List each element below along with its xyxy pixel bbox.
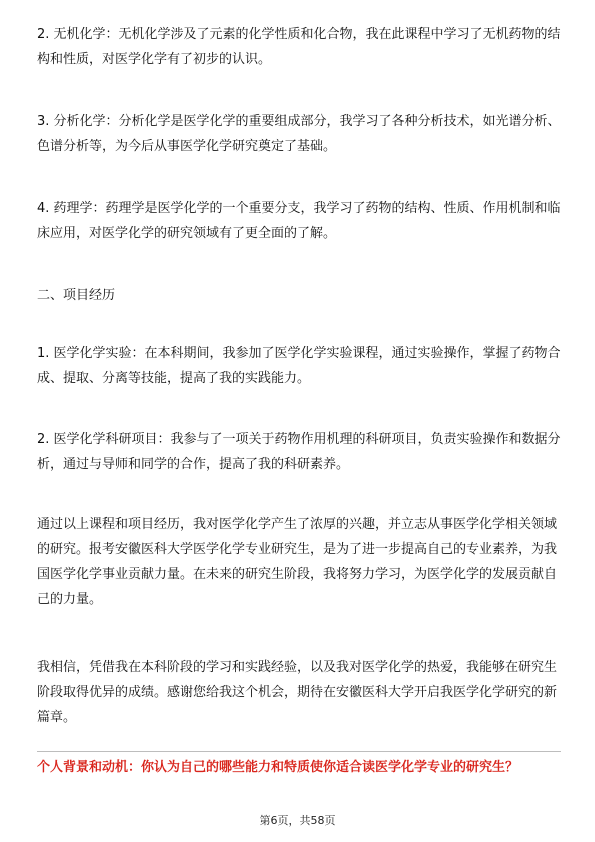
paragraph-analytical-chemistry: 3. 分析化学：分析化学是医学化学的重要组成部分，我学习了各种分析技术，如光谱分析、色谱分析等，为今后从事医学化学研究奠定了基础。 (37, 114, 561, 154)
section-heading-projects: 二、项目经历 (37, 288, 116, 303)
paragraph-lab-experiment: 1. 医学化学实验：在本科期间，我参加了医学化学实验课程，通过实验操作，掌握了药物合成、提取、分离等技能，提高了我的实践能力。 (37, 346, 561, 386)
paragraph-research-project: 2. 医学化学科研项目：我参与了一项关于药物作用机理的科研项目，负责实验操作和数据分析，通过与导师和同学的合作，提高了我的科研素养。 (37, 432, 561, 472)
paragraph-inorganic-chemistry: 2. 无机化学：无机化学涉及了元素的化学性质和化合物，我在此课程中学习了无机药物的结构和性质，对医学化学有了初步的认识。 (37, 27, 561, 67)
page-number-footer: 第6页，共58页 (259, 814, 336, 827)
paragraph-conclusion: 我相信，凭借我在本科阶段的学习和实践经验，以及我对医学化学的热爱，我能够在研究生阶段取得优异的成绩。感谢您给我这个机会，期待在安徽医科大学开启我医学化学研究的新篇章。 (37, 660, 558, 725)
paragraph-pharmacology: 4. 药理学：药理学是医学化学的一个重要分支，我学习了药物的结构、性质、作用机制和临床应用，对医学化学的研究领域有了更全面的了解。 (37, 201, 561, 241)
paragraph-motivation: 通过以上课程和项目经历，我对医学化学产生了浓厚的兴趣，并立志从事医学化学相关领域的研究。报考安徽医科大学医学化学专业研究生，是为了进一步提高自己的专业素养，为我国医学化学事业贡献力量。在未来的研究生阶段，我将努力学习，为医学化学的发展贡献自己的力量。 (37, 517, 558, 607)
divider-line (37, 751, 561, 752)
interview-question: 个人背景和动机：你认为自己的哪些能力和特质使你适合读医学化学专业的研究生？ (37, 760, 519, 775)
